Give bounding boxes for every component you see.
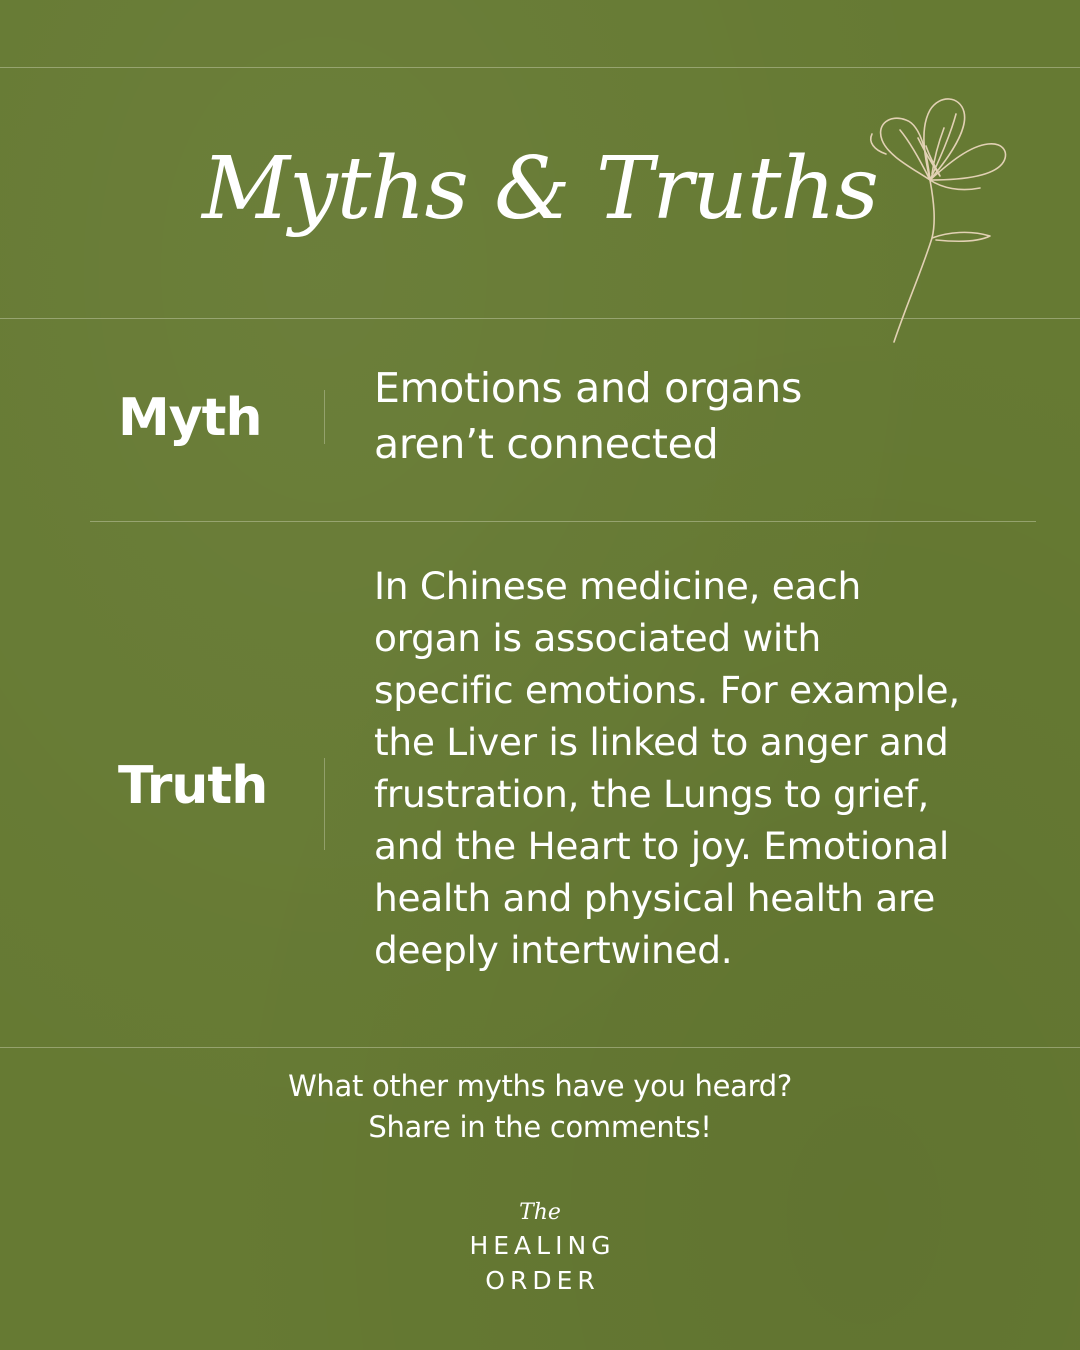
truth-line: organ is associated with [374,616,821,660]
truth-statement [374,560,1064,976]
brand-the: The [519,1200,561,1225]
truth-line: In Chinese medicine, each [374,564,861,608]
brand-logo [0,1198,1080,1298]
myth-truth-divider [90,521,1036,522]
truth-line: frustration, the Lungs to grief, [374,772,929,816]
truth-line: the Liver is linked to anger and [374,720,949,764]
brand-healing: HEALING [469,1231,616,1260]
truth-label: Truth [118,756,268,816]
brand-order: ORDER [485,1266,600,1295]
page-title: Myths & Truths [202,139,878,239]
truth-line: and the Heart to joy. Emotional [374,824,949,868]
flower-icon [860,84,1020,346]
top-divider [0,67,1080,68]
call-to-action [0,1066,1080,1148]
truth-line: specific emotions. For example, [374,668,960,712]
footer-divider [0,1047,1080,1048]
truth-separator [324,758,325,850]
myth-label: Myth [118,388,262,448]
cta-question: What other myths have you heard? [288,1069,792,1103]
truth-line: deeply intertwined. [374,928,733,972]
myth-line: Emotions and organs [374,364,803,412]
cta-prompt: Share in the comments! [368,1110,712,1144]
myth-line: aren’t connected [374,420,719,468]
myth-statement [374,360,934,472]
truth-line: health and physical health are [374,876,936,920]
myth-separator [324,390,325,444]
